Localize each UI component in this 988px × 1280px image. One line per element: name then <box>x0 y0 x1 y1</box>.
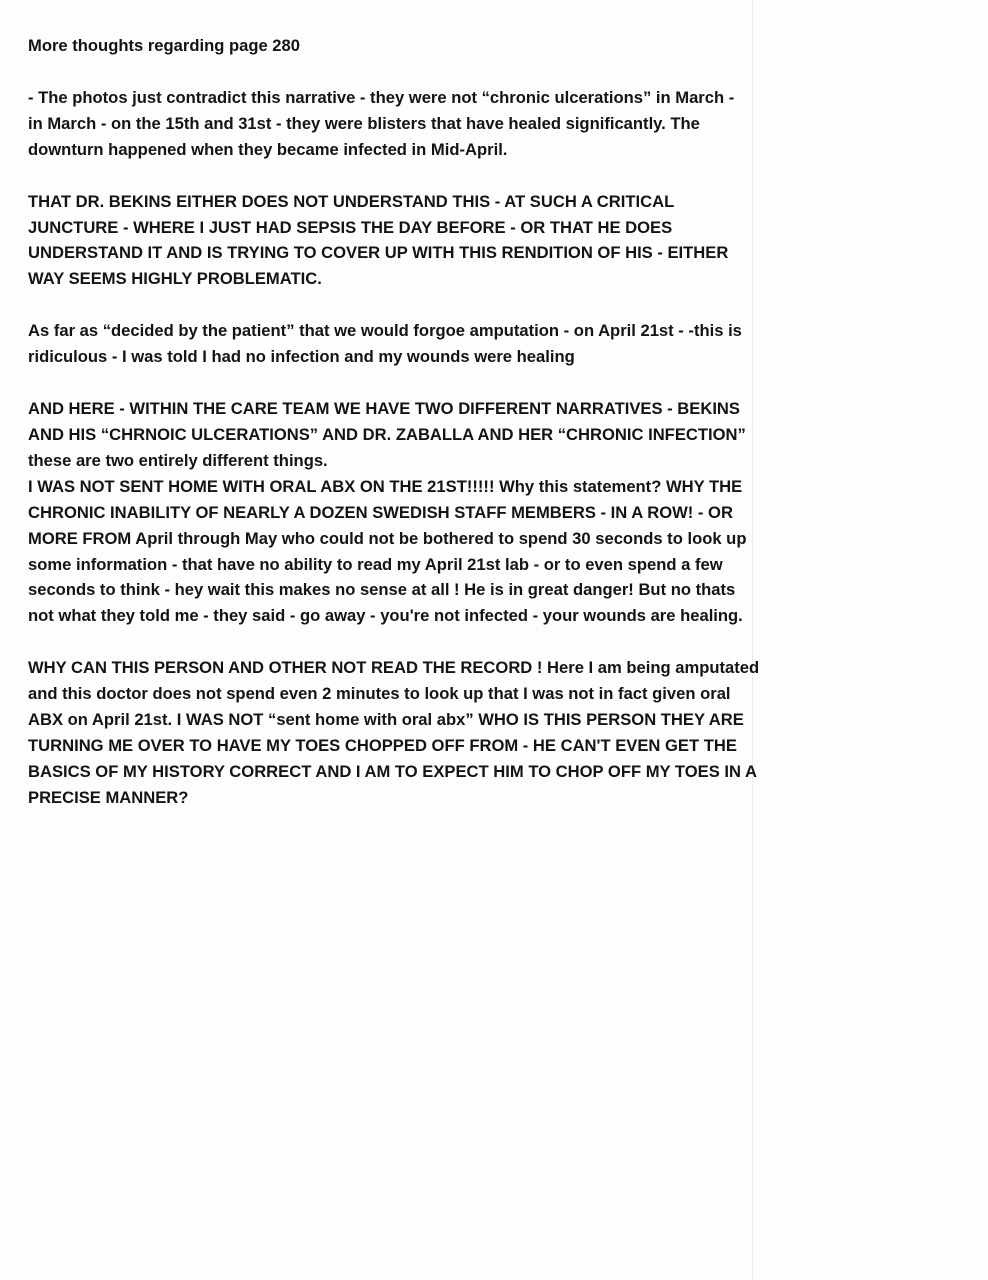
text-line: TURNING ME OVER TO HAVE MY TOES CHOPPED OFF FROM - HE CAN'T EVEN GET THE <box>28 735 737 755</box>
text-line: UNDERSTAND IT AND IS TRYING TO COVER UP WITH THIS RENDITION OF HIS - EITHER <box>28 243 729 263</box>
text-line: in March - on the 15th and 31st - they were blisters that have healed significantly. The <box>28 113 700 133</box>
paragraph-care-team <box>28 396 946 474</box>
text-line: THAT DR. BEKINS EITHER DOES NOT UNDERSTAND THIS - AT SUCH A CRITICAL <box>28 191 675 211</box>
text-line: some information - that have no ability to read my April 21st lab - or to even spend a few <box>28 554 723 574</box>
paragraph-read-the-record <box>28 655 946 810</box>
text-line: As far as “decided by the patient” that we would forgoe amputation - on April 21st - -this is <box>28 321 742 341</box>
text-line: MORE FROM April through May who could not be bothered to spend 30 seconds to look up <box>28 528 747 548</box>
text-line: WHY CAN THIS PERSON AND OTHER NOT READ THE RECORD ! Here I am being amputated <box>28 658 760 678</box>
text-line: ABX on April 21st. I WAS NOT “sent home with oral abx” WHO IS THIS PERSON THEY ARE <box>28 710 744 730</box>
paragraph-decided-by-patient <box>28 318 946 370</box>
text-line: JUNCTURE - WHERE I JUST HAD SEPSIS THE DAY BEFORE - OR THAT HE DOES <box>28 217 673 237</box>
text-line: these are two entirely different things. <box>28 450 328 470</box>
text-line: ridiculous - I was told I had no infection and my wounds were healing <box>28 347 575 367</box>
text-line: WAY SEEMS HIGHLY PROBLEMATIC. <box>28 269 322 289</box>
text-line: and this doctor does not spend even 2 minutes to look up that I was not in fact given oral <box>28 684 731 704</box>
paragraph-bekins <box>28 189 946 293</box>
text-line: AND HIS “CHRNOIC ULCERATIONS” AND DR. ZABALLA AND HER “CHRONIC INFECTION” <box>28 424 746 444</box>
paragraph-oral-abx <box>28 474 946 629</box>
text-line: - The photos just contradict this narrative - they were not “chronic ulcerations” in March - <box>28 87 735 107</box>
text-line: CHRONIC INABILITY OF NEARLY A DOZEN SWEDISH STAFF MEMBERS - IN A ROW! - OR <box>28 502 733 522</box>
page-heading: More thoughts regarding page 280 <box>28 36 300 55</box>
text-line: PRECISE MANNER? <box>28 787 189 807</box>
paragraph-photos <box>28 85 946 163</box>
text-line: not what they told me - they said - go away - you're not infected - your wounds are healing. <box>28 606 743 626</box>
text-line: AND HERE - WITHIN THE CARE TEAM WE HAVE TWO DIFFERENT NARRATIVES - BEKINS <box>28 399 740 419</box>
text-line: downturn happened when they became infected in Mid-April. <box>28 139 508 159</box>
text-line: BASICS OF MY HISTORY CORRECT AND I AM TO EXPECT HIM TO CHOP OFF MY TOES IN A <box>28 761 757 781</box>
text-line: I WAS NOT SENT HOME WITH ORAL ABX ON THE 21ST!!!!! Why this statement? WHY THE <box>28 476 743 496</box>
document-body <box>28 33 946 837</box>
text-line: seconds to think - hey wait this makes no sense at all ! He is in great danger! But no thats <box>28 580 736 600</box>
